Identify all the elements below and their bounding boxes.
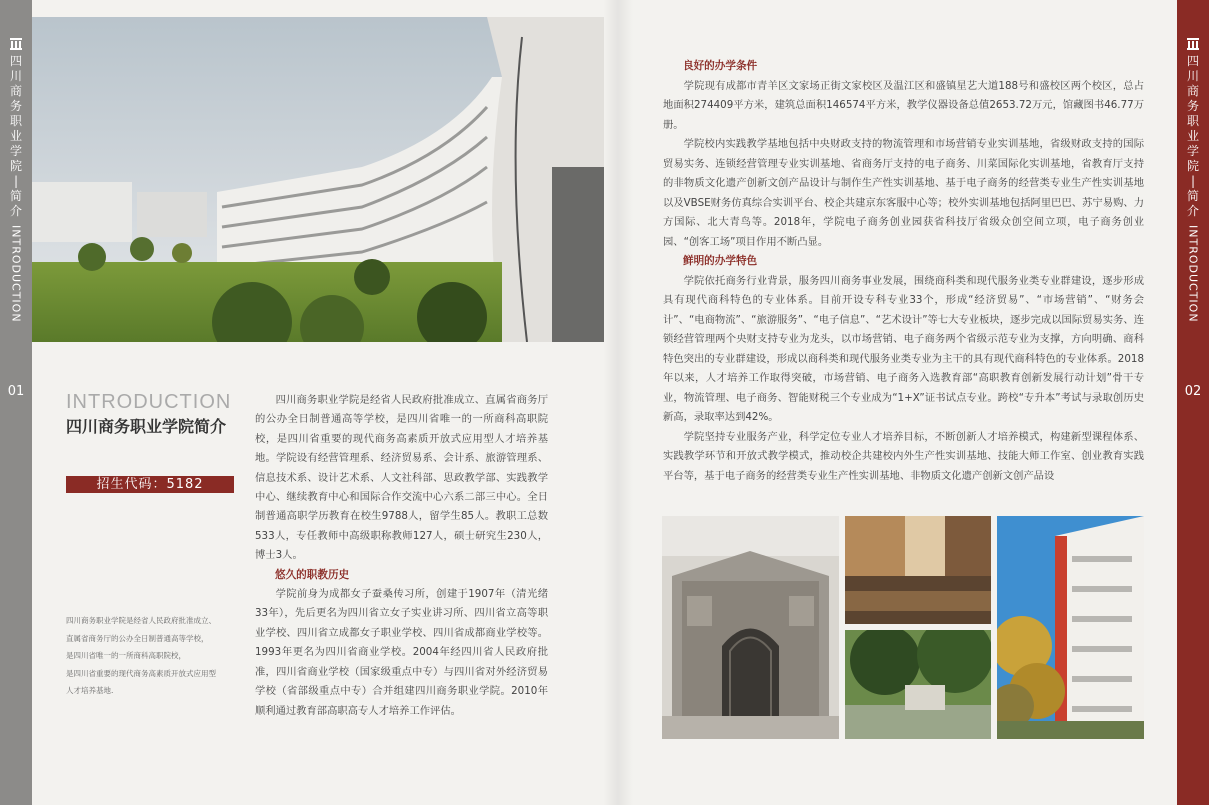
modern-building-reflection-photo bbox=[845, 516, 991, 624]
left-sidebar-en: INTRODUCTION bbox=[9, 225, 23, 323]
features-heading: 鲜明的办学特色 bbox=[683, 255, 758, 267]
conditions-heading: 良好的办学条件 bbox=[683, 60, 758, 72]
campus-garden-photo bbox=[845, 630, 991, 739]
school-logo-icon bbox=[10, 38, 22, 50]
right-body-text bbox=[663, 57, 1144, 486]
page-fold-shadow bbox=[603, 0, 633, 805]
historic-gate-photo bbox=[662, 516, 839, 739]
left-page-sidebar bbox=[0, 0, 32, 805]
right-sidebar-en: INTRODUCTION bbox=[1186, 225, 1200, 323]
side-summary-note: 四川商务职业学院是经省人民政府批准成立、 直属省商务厅的公办全日制普通高等学校， 是四川省唯一的一所商科高职院校， 是四川省重要的现代商务高素质开放式应用型 人才培养基地. bbox=[66, 616, 216, 695]
enrollment-code-badge: 招生代码：5182 bbox=[66, 476, 234, 493]
conditions-paragraph-1: 学院现有成都市青羊区文家场正街文家校区及温江区和盛镇星艺大道188号和盛校区两个校区，总占地面积274409平方米，建筑总面积146574平方米，教学仪器设备总值2653.72万元，馆藏图书46.77万册。 bbox=[663, 79, 1144, 131]
campus-building-photo bbox=[32, 17, 604, 342]
right-page-number: 02 bbox=[1184, 384, 1202, 399]
left-page-number: 01 bbox=[7, 384, 25, 399]
left-body-text bbox=[255, 391, 548, 721]
intro-cn-title: 四川商务职业学院简介 bbox=[66, 417, 227, 436]
intro-en-title: INTRODUCTION bbox=[66, 391, 232, 413]
tall-building-tree-photo bbox=[997, 516, 1144, 739]
features-paragraph-2: 学院坚持专业服务产业，科学定位专业人才培养目标，不断创新人才培养模式，构建新型课程体系、实践教学环节和开放式教学模式，推动校企共建校内外生产性实训基地、技能大师工作室、创业教育实践平台等，基于电子商务的经营类专业生产性实训基地、非物质文化遗产创新文创产品设 bbox=[663, 430, 1144, 482]
school-logo-icon bbox=[1187, 38, 1199, 50]
history-heading: 悠久的职教历史 bbox=[275, 568, 350, 581]
right-sidebar-title bbox=[1177, 38, 1209, 327]
intro-paragraph: 四川商务职业学院是经省人民政府批准成立、直属省商务厅的公办全日制普通高等学校，是四川省唯一的一所商科高职院校，是四川省重要的现代商务高素质开放式应用型人才培养基地。学院设有经营管理系、经济贸易系、会计系、旅游管理系、信息技术系、设计艺术系、人文社科部、思政教学部、实践教学中心、继续教育中心和国际合作交流中心六系二部三中心。全日制普通高职学历教育在校生9788人，留学生85人。教职工总数533人，专任教师中高级职称教师127人，硕士研究生230人，博士3人。 bbox=[255, 394, 548, 562]
left-sidebar-cn: 四 川 商 务 职 业 学 院 | 简 介 bbox=[9, 54, 22, 218]
right-sidebar-cn: 四 川 商 务 职 业 学 院 | 简 介 bbox=[1186, 54, 1199, 218]
right-page-sidebar bbox=[1177, 0, 1209, 805]
history-paragraph: 学院前身为成都女子蚕桑传习所，创建于1907年（清光绪33年），先后更名为四川省立女子实业讲习所、四川省立高等职业学校、四川省立成都女子职业学校、四川省成都商业学校等。1993年更名为四川省商业学校。2004年经四川省人民政府批准，四川省商业学校（国家级重点中专）与四川省对外经济贸易学校（省部级重点中专）合并组建四川商务职业学院。2010年顺利通过教育部高职高专人才培养工作评估。 bbox=[255, 588, 548, 717]
features-paragraph-1: 学院依托商务行业背景，服务四川商务事业发展，围绕商科类和现代服务业类专业群建设，逐步形成具有现代商科特色的专业体系。目前开设专科专业33个，形成“经济贸易”、“市场营销”、“财务会计”、“电商物流”、“旅游服务”、“电子信息”、“艺术设计”等七大专业板块，逐步完成以国际贸易实务、连锁经营管理两个央财支持专业为龙头，以市场营销、电子商务两个省级示范专业为支撑，方向明确、商科特色突出的专业群建设，形成以商科类和现代服务业类专业为主干的具有现代商科特色的专业体系。2018年以来，人才培养工作取得突破，市场营销、电子商务入选教育部“高职教育创新发展行动计划”骨干专业，物流管理、电子商务、智能财税三个专业成为“1+X”证书试点专业。跨校“专升本”考试与录取创历史新高，录取率达到42%。 bbox=[663, 274, 1144, 423]
left-sidebar-title bbox=[0, 38, 32, 327]
conditions-paragraph-2: 学院校内实践教学基地包括中央财政支持的物流管理和市场营销专业实训基地，省级财政支持的国际贸易实务、连锁经营管理专业实训基地、省商务厅支持的电子商务、川菜国际化实训基地，省教育厅支持的非物质文化遗产创新文创产品设计与制作生产性实训基地、基于电子商务的经营类专业生产性实训基地以及VBSE财务仿真综合实训平台、校企共建京东客服中心等；校外实训基地包括阿里巴巴、苏宁易购、力方国际、北大青鸟等。2018年，学院电子商务创业园获省科技厅省级众创空间立项，电子商务创业园、“创客工场”项目作用不断凸显。 bbox=[663, 138, 1144, 248]
